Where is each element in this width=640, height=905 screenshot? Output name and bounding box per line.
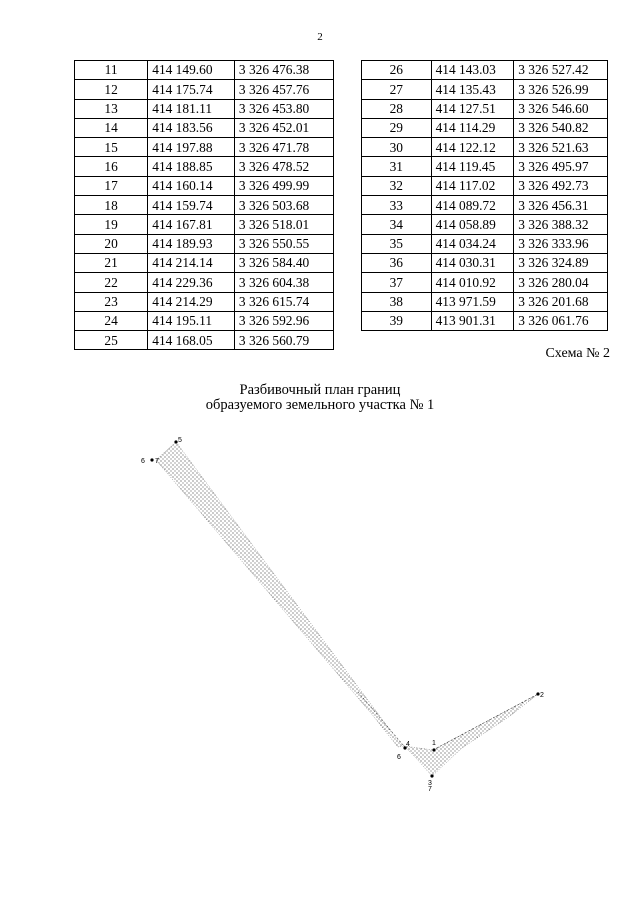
x-coordinate-cell: 414 229.36	[148, 273, 235, 292]
x-coordinate-cell: 414 181.11	[148, 99, 235, 118]
right-table-row	[362, 80, 608, 99]
point-number-cell: 30	[362, 138, 432, 157]
scheme-label: Схема № 2	[545, 346, 610, 361]
point-number-cell: 24	[75, 311, 148, 330]
coordinates-table-right	[361, 60, 608, 331]
x-coordinate-cell: 414 168.05	[148, 331, 235, 350]
point-number-cell: 18	[75, 196, 148, 215]
left-table-row	[75, 196, 334, 215]
point-number-cell: 20	[75, 234, 148, 253]
left-table-row	[75, 157, 334, 176]
right-table-row	[362, 99, 608, 118]
left-table-row	[75, 311, 334, 330]
left-table-row	[75, 61, 334, 80]
x-coordinate-cell: 414 160.14	[148, 176, 235, 195]
point-number-cell: 11	[75, 61, 148, 80]
left-table-row	[75, 176, 334, 195]
plan-title	[0, 383, 640, 413]
left-table-row	[75, 99, 334, 118]
point-number-cell: 39	[362, 311, 432, 330]
right-table-row	[362, 157, 608, 176]
point-number-cell: 16	[75, 157, 148, 176]
point-number-cell: 15	[75, 138, 148, 157]
x-coordinate-cell: 414 214.29	[148, 292, 235, 311]
left-table-row	[75, 215, 334, 234]
right-table-row	[362, 118, 608, 137]
x-coordinate-cell: 414 159.74	[148, 196, 235, 215]
right-table-row	[362, 176, 608, 195]
y-coordinate-cell: 3 326 527.42	[514, 61, 608, 80]
x-coordinate-cell: 414 195.11	[148, 311, 235, 330]
y-coordinate-cell: 3 326 201.68	[514, 292, 608, 311]
vertex-label-2: 2	[540, 692, 544, 699]
y-coordinate-cell: 3 326 540.82	[514, 118, 608, 137]
point-number-cell: 31	[362, 157, 432, 176]
vertex-label-5: 5	[178, 437, 182, 444]
left-table-row	[75, 138, 334, 157]
x-coordinate-cell: 414 010.92	[431, 273, 514, 292]
y-coordinate-cell: 3 326 518.01	[234, 215, 333, 234]
x-coordinate-cell: 414 189.93	[148, 234, 235, 253]
point-number-cell: 37	[362, 273, 432, 292]
right-table-row	[362, 138, 608, 157]
right-table-row	[362, 292, 608, 311]
coordinates-table-left	[74, 60, 334, 350]
y-coordinate-cell: 3 326 471.78	[234, 138, 333, 157]
x-coordinate-cell: 414 117.02	[431, 176, 514, 195]
vertex-1-marker	[432, 748, 435, 751]
vertex-6-marker-top	[150, 458, 153, 461]
point-number-cell: 25	[75, 331, 148, 350]
left-table-row	[75, 234, 334, 253]
left-table-row	[75, 118, 334, 137]
point-number-cell: 26	[362, 61, 432, 80]
y-coordinate-cell: 3 326 550.55	[234, 234, 333, 253]
right-table-row	[362, 273, 608, 292]
y-coordinate-cell: 3 326 478.52	[234, 157, 333, 176]
y-coordinate-cell: 3 326 615.74	[234, 292, 333, 311]
x-coordinate-cell: 414 175.74	[148, 80, 235, 99]
point-number-cell: 13	[75, 99, 148, 118]
point-number-cell: 35	[362, 234, 432, 253]
y-coordinate-cell: 3 326 492.73	[514, 176, 608, 195]
left-table-row	[75, 253, 334, 272]
x-coordinate-cell: 414 214.14	[148, 253, 235, 272]
vertex-label-1: 1	[432, 740, 436, 747]
y-coordinate-cell: 3 326 499.99	[234, 176, 333, 195]
point-number-cell: 28	[362, 99, 432, 118]
x-coordinate-cell: 414 183.56	[148, 118, 235, 137]
point-number-cell: 21	[75, 253, 148, 272]
x-coordinate-cell: 414 167.81	[148, 215, 235, 234]
x-coordinate-cell: 414 127.51	[431, 99, 514, 118]
x-coordinate-cell: 414 114.29	[431, 118, 514, 137]
vertex-label-4: 4	[406, 741, 410, 748]
y-coordinate-cell: 3 326 526.99	[514, 80, 608, 99]
point-number-cell: 38	[362, 292, 432, 311]
y-coordinate-cell: 3 326 457.76	[234, 80, 333, 99]
y-coordinate-cell: 3 326 546.60	[514, 99, 608, 118]
left-table-row	[75, 331, 334, 350]
x-coordinate-cell: 414 089.72	[431, 196, 514, 215]
y-coordinate-cell: 3 326 324.89	[514, 253, 608, 272]
x-coordinate-cell: 414 149.60	[148, 61, 235, 80]
point-number-cell: 27	[362, 80, 432, 99]
y-coordinate-cell: 3 326 333.96	[514, 234, 608, 253]
point-number-cell: 12	[75, 80, 148, 99]
y-coordinate-cell: 3 326 280.04	[514, 273, 608, 292]
x-coordinate-cell: 414 058.89	[431, 215, 514, 234]
right-table-row	[362, 234, 608, 253]
right-table-row	[362, 215, 608, 234]
y-coordinate-cell: 3 326 061.76	[514, 311, 608, 330]
point-number-cell: 29	[362, 118, 432, 137]
vertex-label-6-bottom: 6	[397, 754, 401, 761]
x-coordinate-cell: 413 901.31	[431, 311, 514, 330]
y-coordinate-cell: 3 326 476.38	[234, 61, 333, 80]
right-table-row	[362, 61, 608, 80]
y-coordinate-cell: 3 326 453.80	[234, 99, 333, 118]
y-coordinate-cell: 3 326 456.31	[514, 196, 608, 215]
x-coordinate-cell: 414 188.85	[148, 157, 235, 176]
point-number-cell: 32	[362, 176, 432, 195]
x-coordinate-cell: 414 143.03	[431, 61, 514, 80]
point-number-cell: 17	[75, 176, 148, 195]
point-number-cell: 19	[75, 215, 148, 234]
y-coordinate-cell: 3 326 521.63	[514, 138, 608, 157]
y-coordinate-cell: 3 326 452.01	[234, 118, 333, 137]
vertex-label-6-top: 6	[141, 458, 145, 465]
vertex-label-7-bottom: 7	[428, 786, 432, 793]
plan-title-line-2: образуемого земельного участка № 1	[205, 397, 435, 414]
page-number: 2	[317, 31, 323, 43]
staking-plan-drawing	[0, 420, 640, 820]
vertex-label-7-top: 7	[155, 458, 159, 465]
right-table-row	[362, 253, 608, 272]
x-coordinate-cell: 414 034.24	[431, 234, 514, 253]
right-table-row	[362, 311, 608, 330]
x-coordinate-cell: 414 135.43	[431, 80, 514, 99]
parcel-lower-wedge	[404, 694, 538, 776]
y-coordinate-cell: 3 326 584.40	[234, 253, 333, 272]
y-coordinate-cell: 3 326 503.68	[234, 196, 333, 215]
x-coordinate-cell: 414 030.31	[431, 253, 514, 272]
point-number-cell: 36	[362, 253, 432, 272]
y-coordinate-cell: 3 326 388.32	[514, 215, 608, 234]
left-table-row	[75, 292, 334, 311]
y-coordinate-cell: 3 326 495.97	[514, 157, 608, 176]
point-number-cell: 34	[362, 215, 432, 234]
parcel-upper-strip	[156, 442, 404, 747]
right-table-row	[362, 196, 608, 215]
point-number-cell: 33	[362, 196, 432, 215]
vertex-3-marker	[430, 774, 433, 777]
x-coordinate-cell: 414 119.45	[431, 157, 514, 176]
x-coordinate-cell: 414 197.88	[148, 138, 235, 157]
plan-title-line-1: Разбивочный план границ	[239, 382, 401, 398]
y-coordinate-cell: 3 326 560.79	[234, 331, 333, 350]
left-table-row	[75, 80, 334, 99]
x-coordinate-cell: 413 971.59	[431, 292, 514, 311]
x-coordinate-cell: 414 122.12	[431, 138, 514, 157]
vertex-label-3: 3	[428, 780, 432, 787]
y-coordinate-cell: 3 326 592.96	[234, 311, 333, 330]
point-number-cell: 23	[75, 292, 148, 311]
y-coordinate-cell: 3 326 604.38	[234, 273, 333, 292]
point-number-cell: 22	[75, 273, 148, 292]
left-table-row	[75, 273, 334, 292]
point-number-cell: 14	[75, 118, 148, 137]
